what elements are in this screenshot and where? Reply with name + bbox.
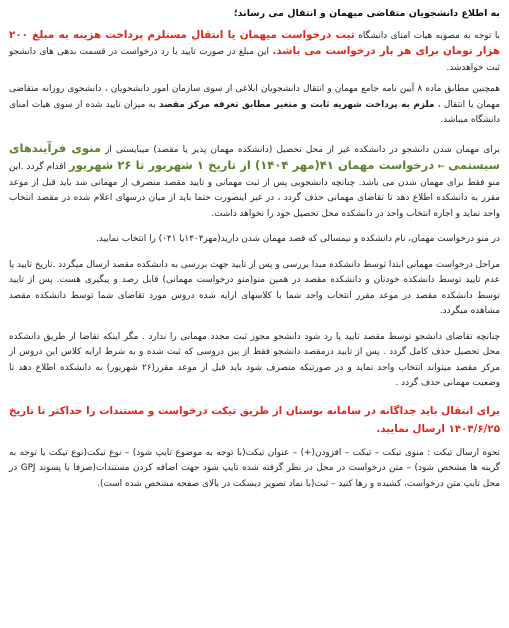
arrow-left-icon: ← [434,162,449,172]
fee-paragraph [9,28,500,77]
guest-request-paragraph [9,141,500,223]
ticket-instructions-paragraph: نحوه ارسال تیکت : منوی تیکت – تیکت – افزودن(+) – عنوان تیکت(با توجه به موضوع تایپ شود) – نوع تیکت(نوع تیکت یا توجه به گزینه ها مشخص شود) – متن درخواست در محل در نظر گرفته شده تایپ شود جهت اضافه کردن مستندات(صرفا با پسوند GPJ در محل تایپ متن درخواست، کشیده و رها کنید – ثبت(با نماد تصویر دیسکت در بالای صفحه مشخص شده است). [9,447,500,489]
fee-note: این مبلغ در صورت تایید یا رد درخواست در قسمت بدهی های دانشجو ثبت خواهدشد. [9,47,500,73]
transfer-deadline-paragraph: برای انتقال باید جداگانه در سامانه بوستان از طریق تیکت درخواست و مستندات را حداکثر تا تاریخ ۱۴۰۴/۶/۲۵ ارسال نمایید. [9,404,500,435]
tuition-intro: همچنین مطابق ماده ۸ آیین نامه جامع مهمان و انتقال دانشجویان ابلاغی از سوی سازمان امور دانشجویان ، دانشجوی روزانه متقاضی مهمان یا انتقال ، [9,84,500,110]
page-title: به اطلاع دانشجویان متقاضی میهمان و انتقال می رساند؛ [233,8,500,19]
tuition-highlight: ملزم به پرداخت شهریه ثابت و متغیر مطابق تعرفه مرکز مقصد [158,99,435,110]
guest-intro: برای مهمان شدن دانشجو در دانشکده غیر از محل تحصیل (دانشکده مهمان پذیر یا مقصد) میبایستی از [101,144,500,155]
fee-amount-highlight: ثبت درخواست میهمان یا انتقال مستلزم پرداخت هزینه به مبلغ ۲۰۰ هزار تومان برای هر بار درخواست می باشد. [9,28,500,57]
cancellation-paragraph: چنانچه تقاضای دانشجو توسط مقصد تایید یا رد شود دانشجو مجوز ثبت مجدد مهمانی را ندارد . مگر اینکه تقاضا از طریق دانشکده محل تحصیل حذف کامل گردد . پس از تایید درمقصد دانشجو فقط از بین دروسی که ثبت شده و به شرط ارایه کلاس این دروس از مرکز مقصد میتواند انتخاب واحد نماید و در صورتیکه منصرف شود باید قبل از موعد مقرر(۲۶ شهریور) به دانشکده اطلاع دهد تا وضعیت مهمانی حذف گردد . [9,331,500,388]
tuition-paragraph [9,82,500,129]
guest-menu-paragraph: در منو درخواست مهمان، نام دانشکده و نیمسالی که قصد مهمان شدن دارید(مهر۱۴۰۴یا ۰۴۱) را انتخاب نمایید. [96,234,500,244]
tuition-note: به میزان تایید شده از سوی هیات امنای دانشگاه میباشد. [9,99,500,125]
guest-request-dates: درخواست مهمان ۴۱(مهر ۱۴۰۴) از تاریخ ۱ شهریور تا ۲۶ شهریور [68,158,435,172]
guest-details: اقدام گردد .این منو فقط برای مهمان شدن می باشد. چنانچه دانشجویی پس از ثبت مهمانی و تایید مقصد منصرف از مهمانی شد باید قبل از موعد مقرر به دانشکده اطلاع دهد تا تقاضای مهمانی حذف گردد ، در غیر اینصورت حتما باید از میان درسهای اعلام شده در مقصد انتخاب واحد نماید و اجازه انتخاب واحد در دانشکده محل تحصیل خود را نخواهد داشت. [9,162,500,219]
request-steps-paragraph: مراحل درخواست مهمانی ابتدا توسط دانشکده مبدا بررسی و پس از تایید جهت بررسی به دانشکده مقصد ارسال میگردد .تاریخ تایید یا عدم تایید توسط دانشکده خودتان و دانشکده مقصد در همین منو(منو درخواست مهمانی) قابل رصد و پیگیری هست. پس از تایید توسط دانشکده مقصد در موعد مقرر انتخاب واحد شما با کلاسهای ارایه شده دروس مورد تقاضای شما توسط دانشکده مقصد مشاهده میگردد. [9,259,500,316]
system-processes-menu: منوی فرآیندهای سیستمی [9,140,500,172]
fee-intro: با توجه به مصوبه هیات امنای دانشگاه [354,30,500,41]
